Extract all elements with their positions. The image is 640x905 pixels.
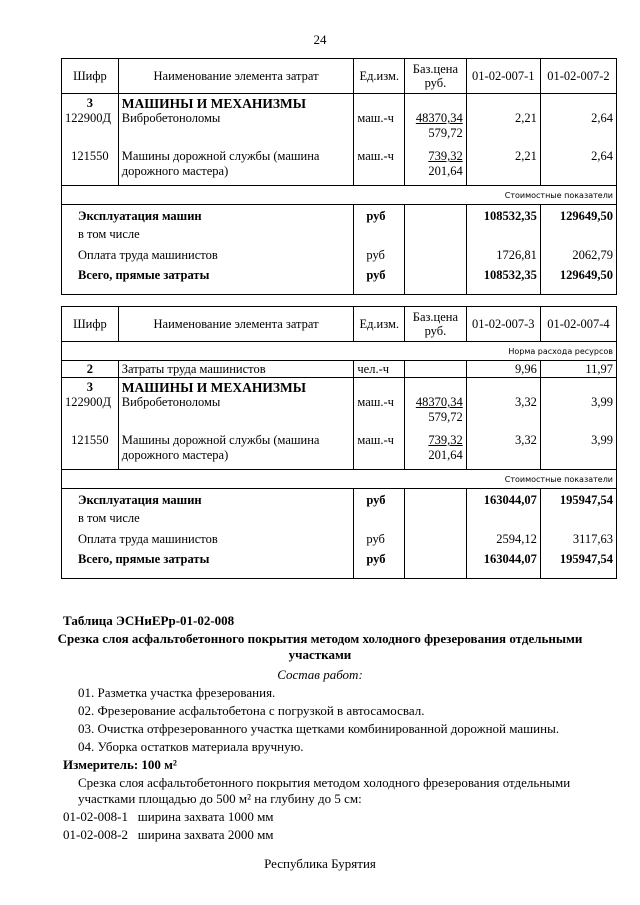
table-row: Эксплуатация машин руб 163044,07 195947,54 — [62, 489, 617, 509]
table-row: 2 Затраты труда машинистов чел.-ч 9,96 11,97 — [62, 361, 617, 378]
work-step: 01. Разметка участка фрезерования. — [78, 685, 276, 700]
header-col-1: 01-02-007-1 — [466, 59, 540, 94]
header-name: Наименование элемента затрат — [118, 59, 354, 94]
group-title: МАШИНЫ И МЕХАНИЗМЫ — [118, 378, 354, 396]
composition-heading: Состав работ: — [277, 667, 363, 682]
header-col-2: 01-02-007-2 — [540, 59, 616, 94]
item-code: 01-02-008-1 — [63, 809, 128, 824]
page-number: 24 — [313, 32, 327, 47]
table-title: Таблица ЭСНиЕРр-01-02-008 — [63, 613, 235, 628]
section-row: Стоимостные показатели — [62, 186, 617, 205]
resource-table-2 — [61, 306, 617, 579]
item-code: 01-02-008-2 — [63, 827, 128, 842]
group-title: МАШИНЫ И МЕХАНИЗМЫ — [118, 94, 354, 112]
table-row: 122900Д Вибробетоноломы маш.-ч 48370,34 579,72 2,21 2,64 — [62, 111, 617, 141]
page-footer: Республика Бурятия — [264, 856, 376, 871]
measure-unit: Измеритель: 100 м² — [63, 757, 177, 772]
header-code: Шифр — [62, 59, 119, 94]
table-row: Всего, прямые затраты руб 163044,07 195947,54 — [62, 547, 617, 579]
work-step: 04. Уборка остатков материала вручную. — [78, 739, 304, 754]
section-row: Стоимостные показатели — [62, 470, 617, 489]
table-row: 121550 Машины дорожной службы (машина дорожного мастера) маш.-ч 739,32 201,64 2,21 2,64 — [62, 141, 617, 186]
table-row: Всего, прямые затраты руб 108532,35 129649,50 — [62, 263, 617, 295]
item-text: ширина захвата 2000 мм — [137, 827, 274, 842]
section-row: Норма расхода ресурсов — [62, 342, 617, 361]
header-base-price: Баз.цена руб. — [405, 59, 467, 94]
resource-table-1 — [61, 58, 617, 295]
work-step: 03. Очистка отфрезерованного участка щетками комбинированной дорожной машины. — [78, 721, 560, 736]
section-subtitle: Срезка слоя асфальтобетонного покрытия методом холодного фрезерования отдельными участками — [57, 631, 583, 662]
table-row: Эксплуатация машин руб 108532,35 129649,50 — [62, 205, 617, 225]
description: Срезка слоя асфальтобетонного покрытия методом холодного фрезерования отдельными участками площадью до 500 м² на глубину до 5 см: — [78, 775, 571, 806]
work-step: 02. Фрезерование асфальтобетона с погрузкой в автосамосвал. — [78, 703, 425, 718]
item-text: ширина захвата 1000 мм — [137, 809, 274, 824]
table-row: в том числе — [62, 508, 617, 526]
table-row: 122900Д Вибробетоноломы маш.-ч 48370,34 579,72 3,32 3,99 — [62, 395, 617, 425]
group-row: 3 МАШИНЫ И МЕХАНИЗМЫ — [62, 378, 617, 396]
table-row: в том числе — [62, 224, 617, 242]
item-row — [63, 827, 274, 843]
table-row: 121550 Машины дорожной службы (машина дорожного мастера) маш.-ч 739,32 201,64 3,32 3,99 — [62, 425, 617, 470]
table-row: Оплата труда машинистов руб 1726,81 2062,79 — [62, 242, 617, 263]
table-header — [62, 59, 617, 94]
table-header: Шифр Наименование элемента затрат Ед.изм. Баз.цена руб. 01-02-007-3 01-02-007-4 — [62, 307, 617, 342]
header-unit: Ед.изм. — [354, 59, 405, 94]
item-row — [63, 809, 274, 825]
group-row: 3 МАШИНЫ И МЕХАНИЗМЫ — [62, 94, 617, 112]
table-row: Оплата труда машинистов руб 2594,12 3117,63 — [62, 526, 617, 547]
